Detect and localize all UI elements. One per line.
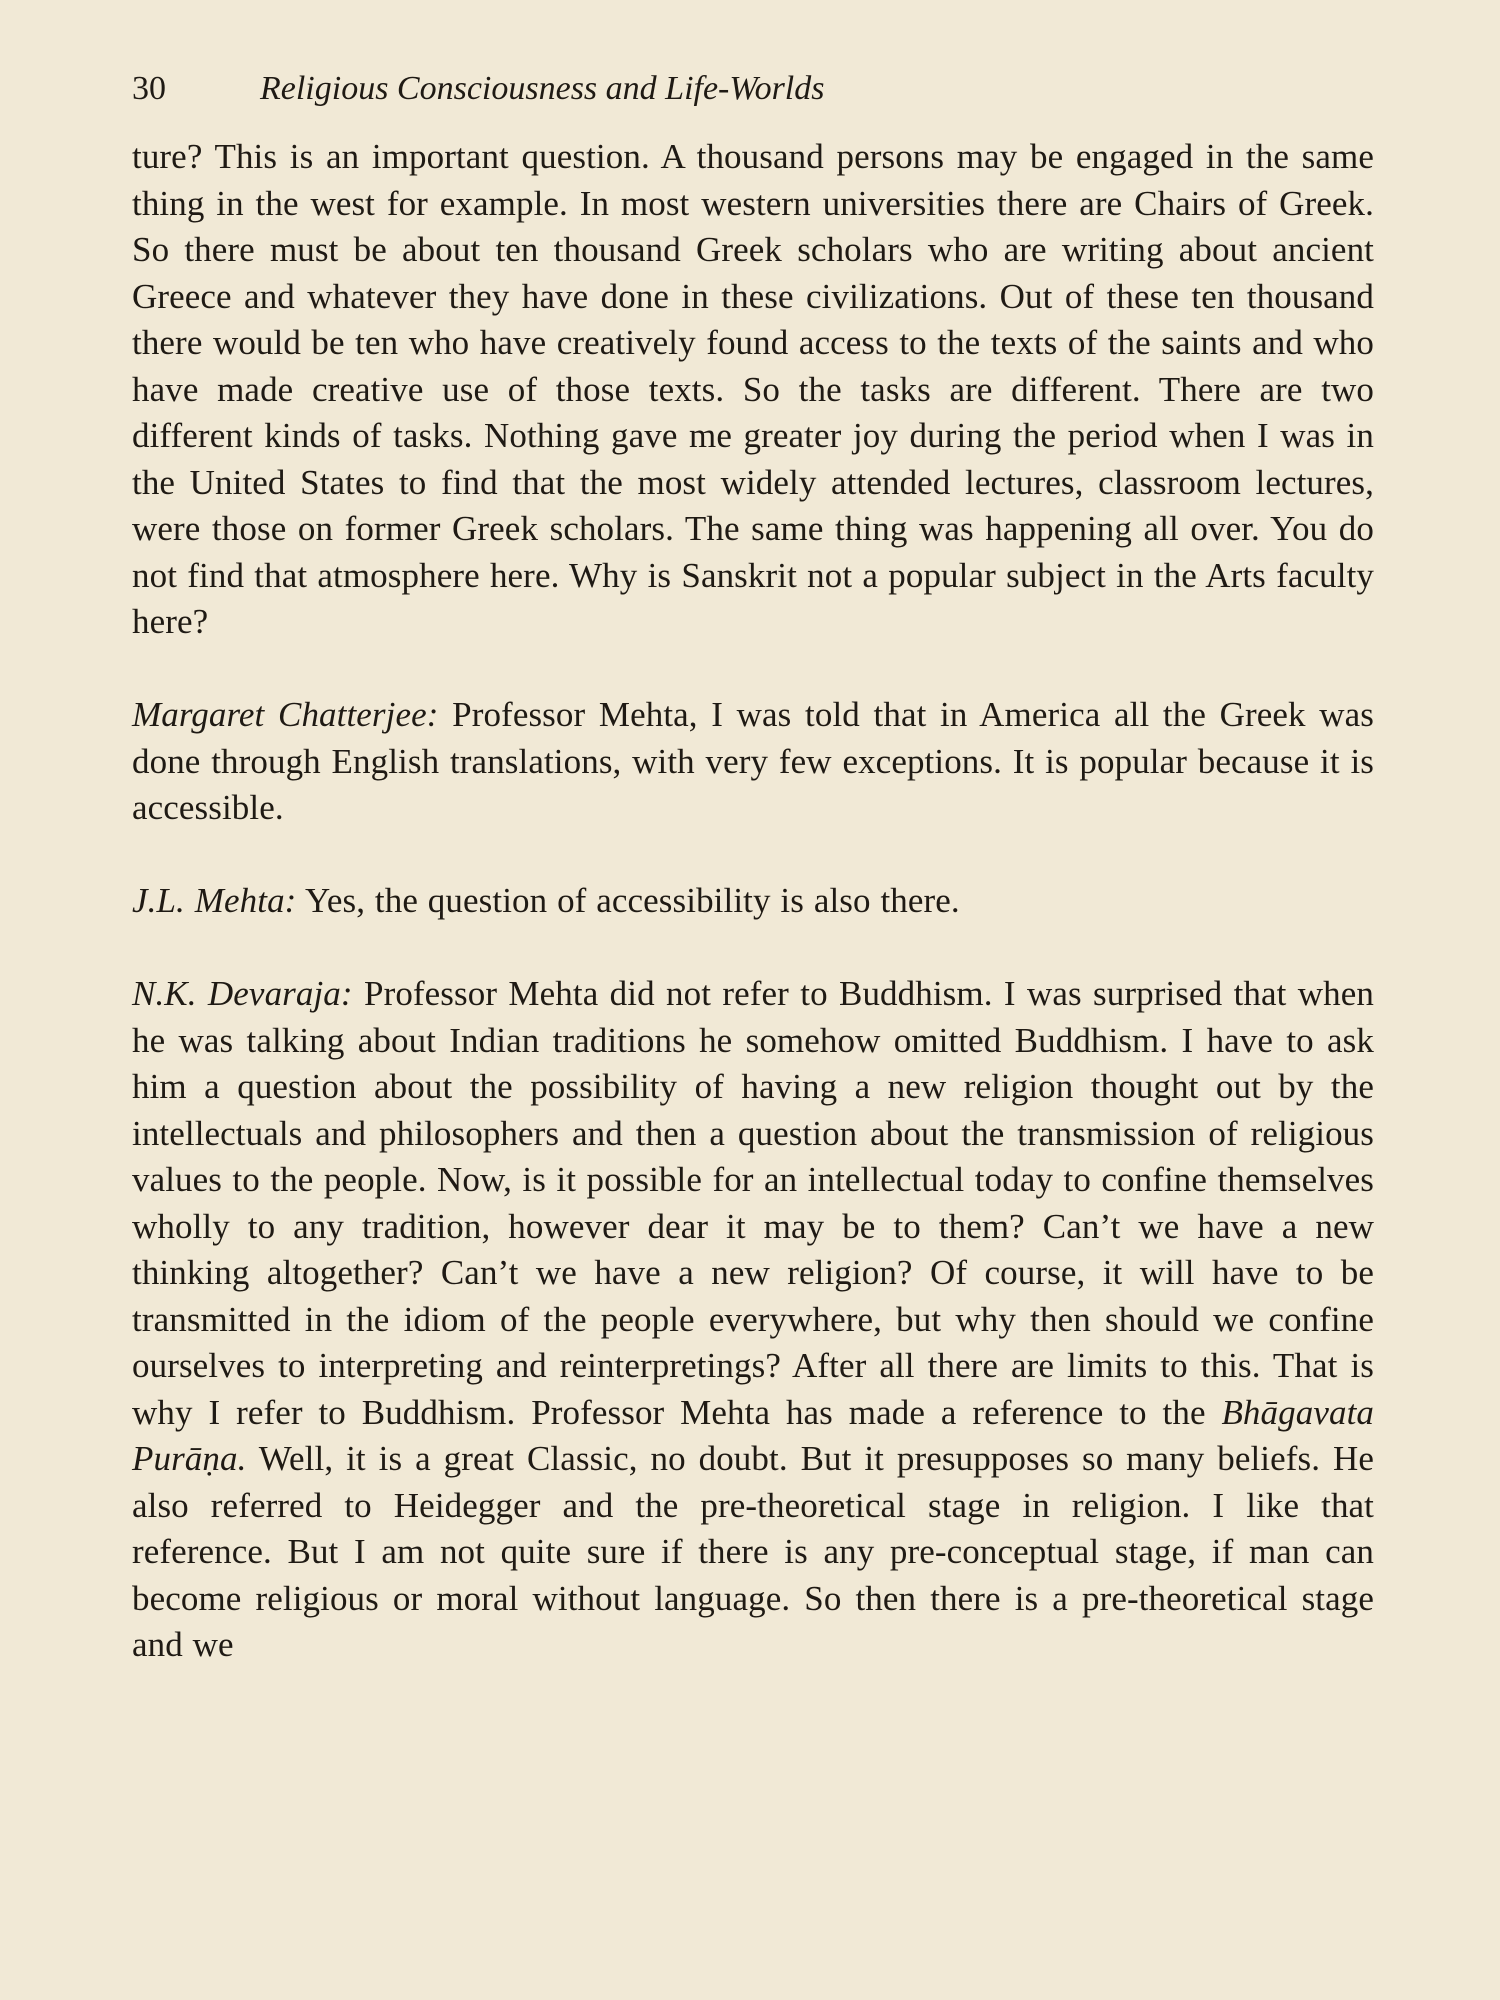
paragraph-mehta — [132, 878, 1374, 925]
paragraph-text-after-title: Well, it is a great Classic, no doubt. But it presupposes so many beliefs. He also referred to Heidegger and the pre-theoretical stage in religion. I like that reference. But I am not quite sure if there is any pre-conceptual stage, if man can become religious or moral without language. So then there is a pre-theoretical stage and we — [132, 1439, 1374, 1664]
paragraph-devaraja — [132, 971, 1374, 1669]
paragraph-question — [132, 134, 1374, 646]
paragraph-text: Professor Mehta, I was told that in America all the Greek was done through English translations, with very few exceptions. It is popular because it is accessible. — [132, 695, 1374, 827]
page-number: 30 — [132, 70, 166, 107]
body-text — [132, 134, 1374, 1669]
page-header — [132, 62, 1374, 116]
italic-book-title: Bhāgavata Purāṇa. — [132, 1392, 1374, 1478]
running-title: Religious Consciousness and Life-Worlds — [260, 70, 825, 107]
paragraph-text-before-title: Professor Mehta did not refer to Buddhism. I was surprised that when he was talking about Indian traditions he somehow omitted Buddhism. I have to ask him a question about the possibility of having a new religion thought out by the intellectuals and philosophers and then a question about the transmission of religious values to the people. Now, is it possible for an intellectual today to confine themselves wholly to any tradition, however dear it may be to them? Can’t we have a new thinking altogether? Can’t we have a new religion? Of course, it will have to be transmitted in the idiom of the people everywhere, but why then should we confine ourselves to interpreting and reinterpretings? After all there are limits to this. That is why I refer to Buddhism. Professor Mehta has made a reference to the — [132, 974, 1374, 1432]
speaker-name: Margaret Chatterjee: — [132, 695, 439, 734]
paragraph-text: ture? This is an important question. A thousand persons may be engaged in the same thing in the west for example. In most western universities there are Chairs of Greek. So there must be about ten thousand Greek scholars who are writing about ancient Greece and whatever they have done in these civilizations. Out of these ten thousand there would be ten who have creatively found access to the texts of the saints and who have made creative use of those texts. So the tasks are different. There are two different kinds of tasks. Nothing gave me greater joy during the period when I was in the United States to find that the most widely attended lectures, classroom lectures, were those on former Greek scholars. The same thing was happening all over. You do not find that atmosphere here. Why is Sanskrit not a popular subject in the Arts faculty here? — [132, 137, 1374, 641]
paragraph-text: Yes, the question of accessibility is also there. — [296, 881, 960, 920]
speaker-name: N.K. Devaraja: — [132, 974, 353, 1013]
paragraph-chatterjee — [132, 692, 1374, 832]
speaker-name: J.L. Mehta: — [132, 881, 297, 920]
